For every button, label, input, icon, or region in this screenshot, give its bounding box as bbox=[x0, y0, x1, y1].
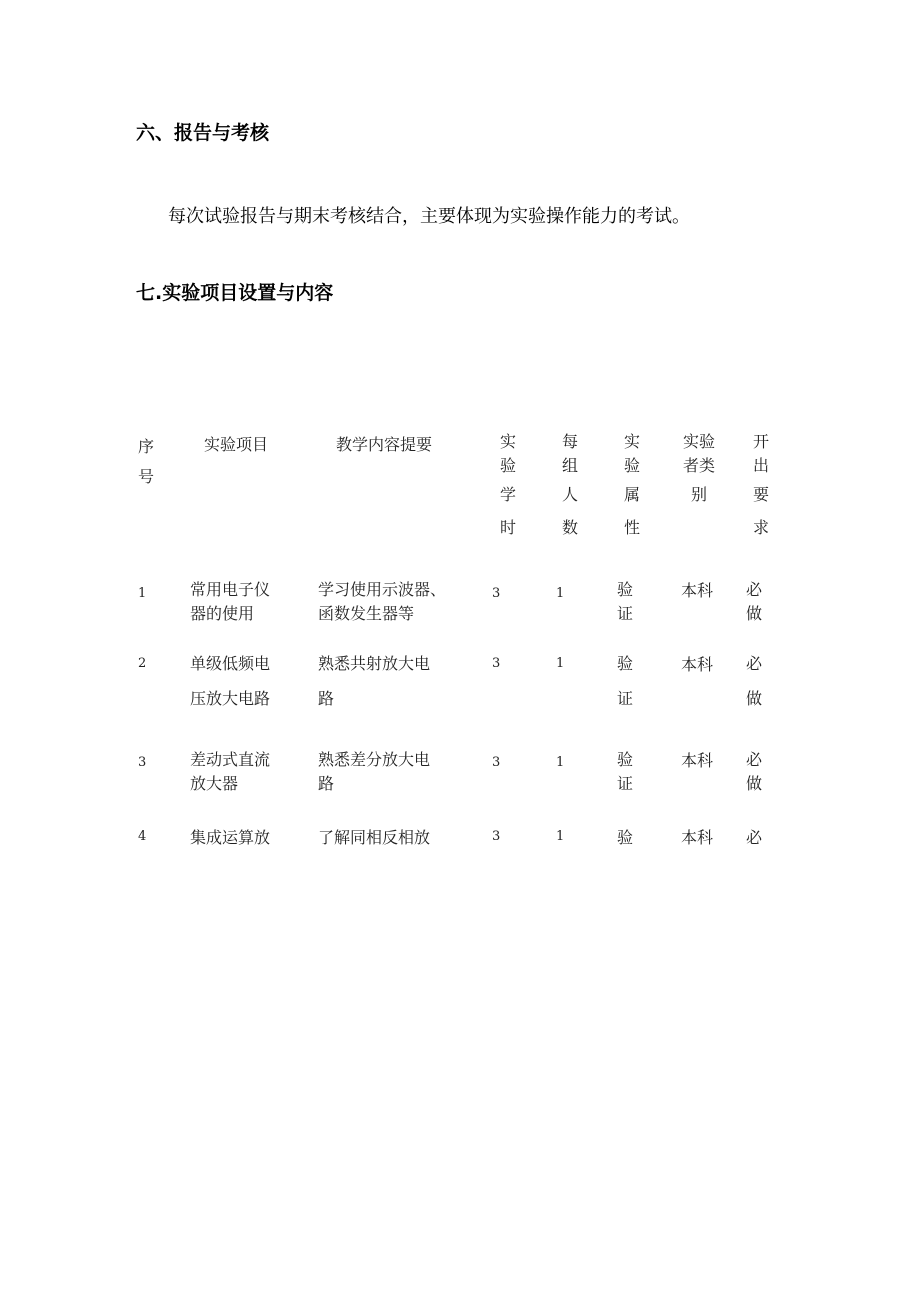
cell-text: 验 bbox=[617, 580, 634, 599]
cell-group: 1 bbox=[556, 586, 565, 601]
header-text: 人 bbox=[562, 485, 579, 504]
cell-requirement bbox=[746, 748, 762, 796]
header-text: 开 bbox=[753, 432, 770, 451]
cell-text: 证 bbox=[617, 604, 634, 623]
header-index bbox=[138, 432, 154, 492]
cell-text: 熟悉差分放大电 bbox=[318, 750, 431, 769]
header-text: 者类 bbox=[682, 456, 715, 475]
header-text: 实 bbox=[500, 432, 517, 451]
cell-nature: 验 bbox=[617, 828, 634, 847]
cell-nature bbox=[617, 748, 633, 796]
cell-text: 做 bbox=[746, 689, 763, 708]
header-text: 号 bbox=[138, 467, 155, 486]
cell-text: 器的使用 bbox=[190, 604, 255, 623]
header-text: 学 bbox=[500, 485, 517, 504]
cell-project bbox=[190, 652, 270, 711]
cell-text: 验 bbox=[617, 654, 634, 673]
header-text: 实 bbox=[624, 432, 641, 451]
cell-text: 必 bbox=[746, 750, 763, 769]
header-text: 出 bbox=[753, 456, 770, 475]
cell-hours: 3 bbox=[492, 755, 501, 770]
header-text: 时 bbox=[500, 518, 517, 537]
header-text: 每 bbox=[562, 432, 579, 451]
header-text: 属 bbox=[624, 485, 641, 504]
cell-content bbox=[318, 652, 430, 711]
section-7-heading: 七.实验项目设置与内容 bbox=[136, 282, 334, 304]
cell-text: 路 bbox=[318, 774, 335, 793]
cell-text: 学习使用示波器、 bbox=[318, 580, 447, 599]
header-text: 验 bbox=[624, 456, 641, 475]
cell-nature bbox=[617, 652, 633, 711]
cell-text: 证 bbox=[617, 689, 634, 708]
cell-text: 压放大电路 bbox=[190, 689, 271, 708]
cell-text: 必 bbox=[746, 654, 763, 673]
cell-group: 1 bbox=[556, 755, 565, 770]
header-nature bbox=[624, 430, 640, 544]
header-text: 性 bbox=[624, 518, 641, 537]
header-text: 求 bbox=[753, 518, 770, 537]
header-project: 实验项目 bbox=[204, 435, 269, 454]
cell-index: 3 bbox=[138, 755, 147, 770]
header-text: 序 bbox=[138, 437, 155, 456]
cell-category: 本科 bbox=[681, 655, 714, 674]
header-requirement bbox=[753, 430, 769, 544]
header-content: 教学内容提要 bbox=[336, 435, 433, 454]
cell-hours: 3 bbox=[492, 586, 501, 601]
cell-text: 单级低频电 bbox=[190, 654, 271, 673]
header-text: 别 bbox=[690, 485, 707, 504]
section-6-heading: 六、报告与考核 bbox=[136, 122, 270, 144]
cell-group: 1 bbox=[556, 829, 565, 844]
section-6-body: 每次试验报告与期末考核结合，主要体现为实验操作能力的考试。 bbox=[168, 206, 690, 227]
header-group bbox=[562, 430, 578, 544]
cell-text: 熟悉共射放大电 bbox=[318, 654, 431, 673]
header-text: 要 bbox=[753, 485, 770, 504]
cell-category: 本科 bbox=[681, 828, 714, 847]
cell-nature bbox=[617, 578, 633, 626]
cell-group: 1 bbox=[556, 656, 565, 671]
cell-text: 验 bbox=[617, 750, 634, 769]
cell-index: 2 bbox=[138, 656, 147, 671]
cell-requirement: 必 bbox=[746, 828, 763, 847]
cell-project bbox=[190, 748, 270, 796]
header-category bbox=[681, 430, 717, 511]
cell-text: 函数发生器等 bbox=[318, 604, 415, 623]
cell-content bbox=[318, 578, 446, 626]
cell-text: 必 bbox=[746, 580, 763, 599]
cell-content: 了解同相反相放 bbox=[318, 828, 431, 847]
cell-category: 本科 bbox=[681, 581, 714, 600]
cell-project: 集成运算放 bbox=[190, 828, 271, 847]
cell-index: 1 bbox=[138, 586, 147, 601]
header-hours bbox=[500, 430, 516, 544]
cell-category: 本科 bbox=[681, 751, 714, 770]
cell-requirement bbox=[746, 578, 762, 626]
header-text: 实验 bbox=[682, 432, 715, 451]
cell-text: 常用电子仪 bbox=[190, 580, 271, 599]
cell-text: 做 bbox=[746, 604, 763, 623]
cell-text: 路 bbox=[318, 689, 335, 708]
cell-project bbox=[190, 578, 270, 626]
cell-content bbox=[318, 748, 430, 796]
cell-text: 证 bbox=[617, 774, 634, 793]
cell-requirement bbox=[746, 652, 762, 711]
header-text: 数 bbox=[562, 518, 579, 537]
header-text: 验 bbox=[500, 456, 517, 475]
cell-text: 做 bbox=[746, 774, 763, 793]
cell-hours: 3 bbox=[492, 656, 501, 671]
cell-index: 4 bbox=[138, 829, 147, 844]
cell-text: 差动式直流 bbox=[190, 750, 271, 769]
header-text: 组 bbox=[562, 456, 579, 475]
cell-hours: 3 bbox=[492, 829, 501, 844]
cell-text: 放大器 bbox=[190, 774, 239, 793]
